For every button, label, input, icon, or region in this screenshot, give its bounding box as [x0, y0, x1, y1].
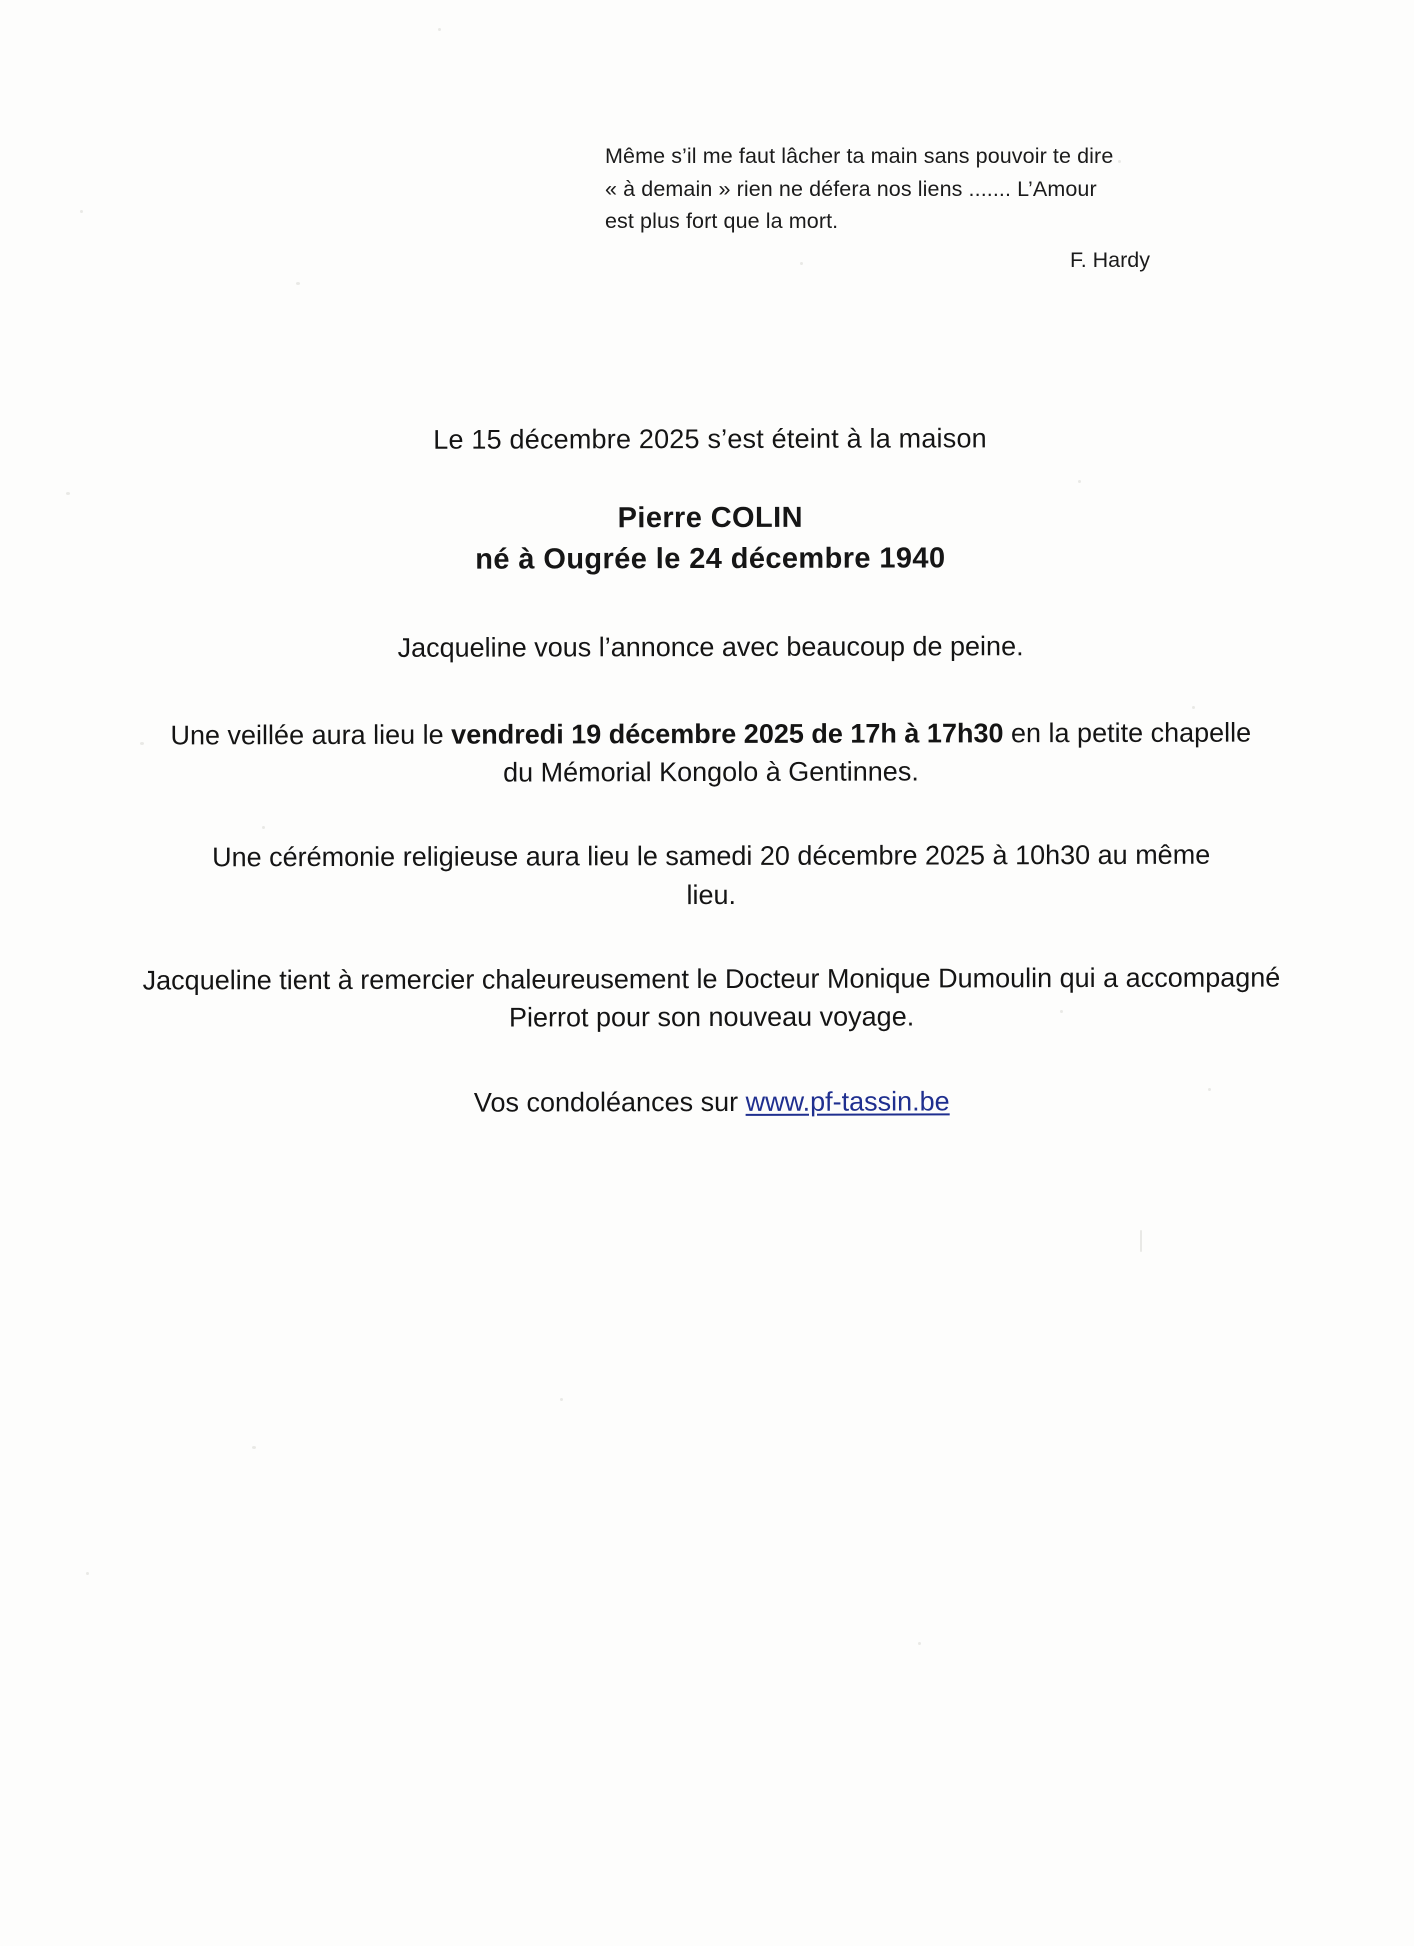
announcement-line: Jacqueline vous l’annonce avec beaucoup de peine.	[397, 631, 1024, 664]
scan-speck	[438, 28, 441, 31]
vigil-datetime: vendredi 19 décembre 2025 de 17h à 17h30	[451, 717, 1004, 750]
scan-speck	[1140, 1230, 1142, 1252]
deceased-name: Pierre COLIN	[617, 502, 803, 535]
intro-line: Le 15 décembre 2025 s’est éteint à la maison	[433, 423, 987, 455]
epigraph-text	[605, 140, 1165, 238]
announcement-body	[130, 418, 1292, 1122]
vigil-paragraph	[131, 713, 1291, 793]
condolences-link[interactable]: www.pf-tassin.be	[745, 1085, 950, 1117]
condolences-paragraph	[132, 1081, 1292, 1122]
scan-speck	[80, 210, 83, 213]
epigraph-line-1: Même s’il me faut lâcher ta main sans pouvoir te dire	[605, 144, 1114, 168]
scan-speck	[296, 282, 300, 285]
scan-speck	[918, 1642, 921, 1645]
deceased-birth: né à Ougrée le 24 décembre 1940	[475, 542, 946, 576]
thanks-paragraph: Jacqueline tient à remercier chaleureusement le Docteur Monique Dumoulin qui a accompagné Pierrot pour son nouveau voyage.	[142, 962, 1281, 1033]
epigraph-author: F. Hardy	[1069, 248, 1150, 272]
scan-speck	[66, 492, 70, 495]
ceremony-paragraph: Une cérémonie religieuse aura lieu le samedi 20 décembre 2025 à 10h30 au même lieu.	[212, 840, 1211, 910]
scan-speck	[86, 1572, 89, 1575]
condolences-text: Vos condoléances sur	[473, 1086, 746, 1118]
vigil-text-after: en la petite chapelle du Mémorial Kongolo à Gentinnes.	[503, 717, 1252, 788]
scan-speck	[560, 1398, 563, 1401]
vigil-text-before: Une veillée aura lieu le	[170, 719, 452, 751]
scan-speck	[252, 1446, 256, 1449]
epigraph-line-3: est plus fort que la mort.	[605, 209, 839, 234]
epigraph-line-2: « à demain » rien ne défera nos liens ....... L’Amour	[605, 176, 1097, 201]
